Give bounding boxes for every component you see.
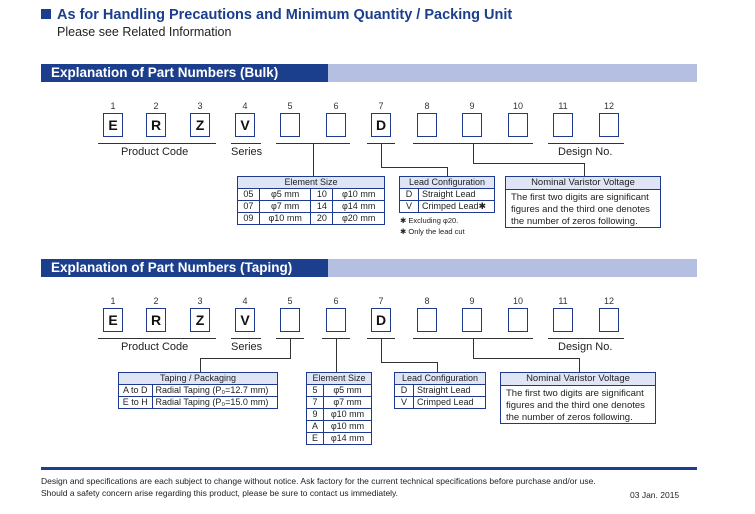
- table-row: [395, 397, 486, 409]
- voltage-connector: [473, 163, 585, 164]
- part-char-box: [462, 113, 482, 137]
- bulk-section-band: [41, 64, 697, 82]
- bulk-element-size-table: [237, 176, 385, 225]
- part-char-box: R: [146, 113, 166, 137]
- position-number: 2: [153, 296, 159, 306]
- part-char-box: V: [235, 113, 255, 137]
- part-char-box: [280, 113, 300, 137]
- table-cell: A to D: [119, 385, 153, 397]
- table-header: Lead Configuration: [395, 373, 486, 385]
- footer-disclaimer: Design and specifications are each subject to change without notice. Ask factory for the current technical specifications before purchase and/or use.: [41, 476, 596, 486]
- position-number: 12: [603, 101, 614, 111]
- part-char-box: [280, 308, 300, 332]
- table-cell: Radial Taping (P₀=12.7 mm): [152, 385, 278, 397]
- table-cell: D: [395, 385, 414, 397]
- position-number: 3: [197, 101, 203, 111]
- part-char-box: R: [146, 308, 166, 332]
- part-char-box: V: [235, 308, 255, 332]
- table-cell: φ7 mm: [259, 201, 311, 213]
- voltage-connector: [473, 143, 474, 163]
- voltage-connector: [473, 358, 580, 359]
- part-char-box: D: [371, 113, 391, 137]
- series-label: Series: [231, 341, 263, 353]
- table-header: Element Size: [307, 373, 372, 385]
- position-number: 5: [287, 296, 293, 306]
- part-char-box: [553, 113, 573, 137]
- table-header: Element Size: [238, 177, 385, 189]
- table-cell: V: [400, 201, 419, 213]
- table-cell: φ5 mm: [259, 189, 311, 201]
- table-cell: Crimped Lead✱: [419, 201, 495, 213]
- position-number: 6: [333, 296, 339, 306]
- position-number: 10: [512, 101, 523, 111]
- table-cell: 5: [307, 385, 324, 397]
- part-char-box: D: [371, 308, 391, 332]
- position-number: 3: [197, 296, 203, 306]
- table-cell: E to H: [119, 397, 153, 409]
- bulk-voltage-box: [505, 176, 661, 228]
- series-bracket: [231, 338, 261, 339]
- position-number: 8: [424, 101, 430, 111]
- taping-connector: [200, 358, 291, 359]
- table-cell: 9: [307, 409, 324, 421]
- footer-rule: [41, 467, 697, 470]
- taping-packaging-table: [118, 372, 278, 409]
- table-cell: 05: [238, 189, 260, 201]
- related-info-text: Please see Related Information: [57, 25, 232, 39]
- part-char-box: Z: [190, 113, 210, 137]
- table-cell: φ10 mm: [324, 421, 372, 433]
- product-code-label: Product Code: [121, 341, 189, 353]
- table-cell: φ10 mm: [333, 189, 385, 201]
- table-row: [307, 385, 372, 397]
- taping-lead-config-table: [394, 372, 486, 409]
- lead-config-connector: [381, 143, 382, 167]
- table-row: [119, 397, 278, 409]
- position-number: 9: [469, 296, 475, 306]
- table-cell: φ14 mm: [324, 433, 372, 445]
- table-row: [400, 189, 495, 201]
- taping-section-title: Explanation of Part Numbers (Taping): [51, 260, 293, 275]
- table-row: [307, 421, 372, 433]
- part-char-box: E: [103, 113, 123, 137]
- table-cell: V: [395, 397, 414, 409]
- table-row: [307, 433, 372, 445]
- position-number: 9: [469, 101, 475, 111]
- lead-config-connector: [381, 338, 382, 362]
- part-char-box: [599, 308, 619, 332]
- table-cell: E: [307, 433, 324, 445]
- position-number: 4: [242, 101, 248, 111]
- square-bullet-icon: [41, 9, 51, 19]
- table-cell: φ10 mm: [324, 409, 372, 421]
- voltage-connector: [579, 358, 580, 372]
- part-char-box: [326, 113, 346, 137]
- position-number: 2: [153, 101, 159, 111]
- position-number: 1: [110, 101, 116, 111]
- part-char-box: [553, 308, 573, 332]
- position-number: 4: [242, 296, 248, 306]
- table-row: [395, 385, 486, 397]
- lead-note: ✱ Excluding φ20.: [400, 216, 459, 225]
- table-row: [307, 397, 372, 409]
- lead-config-connector: [381, 362, 438, 363]
- part-char-box: [508, 113, 528, 137]
- position-number: 7: [378, 101, 384, 111]
- voltage-description: The first two digits are significant figures and the third one denotes the number of zeros following.: [506, 388, 645, 423]
- part-char-box: [599, 113, 619, 137]
- series-label: Series: [231, 146, 263, 158]
- part-char-box: [326, 308, 346, 332]
- table-cell: φ20 mm: [333, 213, 385, 225]
- position-number: 7: [378, 296, 384, 306]
- table-cell: 14: [311, 201, 333, 213]
- table-cell: Radial Taping (P₀=15.0 mm): [152, 397, 278, 409]
- table-cell: Straight Lead: [414, 385, 486, 397]
- table-row: [238, 201, 385, 213]
- position-number: 11: [558, 101, 568, 111]
- voltage-connector: [584, 163, 585, 176]
- series-bracket: [231, 143, 261, 144]
- table-cell: D: [400, 189, 419, 201]
- position-number: 11: [558, 296, 568, 306]
- design-no-bracket: [548, 338, 624, 339]
- part-char-box: [508, 308, 528, 332]
- table-cell: 20: [311, 213, 333, 225]
- product-code-bracket: [98, 338, 216, 339]
- footer-safety-note: Should a safety concern arise regarding this product, please be sure to contact us immediately.: [41, 488, 399, 498]
- position-number: 5: [287, 101, 293, 111]
- voltage-connector: [473, 338, 474, 358]
- table-cell: φ7 mm: [324, 397, 372, 409]
- page-title: [41, 7, 512, 23]
- product-code-bracket: [98, 143, 216, 144]
- position-number: 10: [512, 296, 523, 306]
- position-number: 8: [424, 296, 430, 306]
- taping-voltage-box: [500, 372, 656, 424]
- table-cell: A: [307, 421, 324, 433]
- lead-note: ✱ Only the lead cut: [400, 227, 465, 236]
- table-cell: Crimped Lead: [414, 397, 486, 409]
- table-row: [238, 213, 385, 225]
- part-char-box: E: [103, 308, 123, 332]
- page-title-text: As for Handling Precautions and Minimum Quantity / Packing Unit: [57, 7, 513, 23]
- table-cell: 10: [311, 189, 333, 201]
- position-number: 6: [333, 101, 339, 111]
- table-cell: 7: [307, 397, 324, 409]
- position-number: 1: [110, 296, 116, 306]
- design-no-bracket: [548, 143, 624, 144]
- table-row: [238, 189, 385, 201]
- design-no-label: Design No.: [558, 146, 613, 158]
- taping-section-band: [41, 259, 697, 277]
- part-char-box: [462, 308, 482, 332]
- table-row: [400, 201, 495, 213]
- bulk-lead-config-table: [399, 176, 495, 213]
- part-char-box: [417, 113, 437, 137]
- table-cell: 07: [238, 201, 260, 213]
- element-size-connector: [313, 143, 314, 176]
- table-header: Taping / Packaging: [119, 373, 278, 385]
- table-cell: φ5 mm: [324, 385, 372, 397]
- design-no-label: Design No.: [558, 341, 613, 353]
- product-code-label: Product Code: [121, 146, 189, 158]
- voltage-description: The first two digits are significant figures and the third one denotes the number of zeros following.: [511, 192, 650, 227]
- element-size-connector: [336, 338, 337, 372]
- voltage-header: Nominal Varistor Voltage: [501, 373, 655, 386]
- table-cell: 09: [238, 213, 260, 225]
- table-cell: φ10 mm: [259, 213, 311, 225]
- position-number: 12: [603, 296, 614, 306]
- part-char-box: [417, 308, 437, 332]
- lead-config-connector: [447, 167, 448, 176]
- table-row: [307, 409, 372, 421]
- voltage-header: Nominal Varistor Voltage: [506, 177, 660, 190]
- table-cell: φ14 mm: [333, 201, 385, 213]
- bulk-section-title: Explanation of Part Numbers (Bulk): [51, 65, 279, 80]
- table-header: Lead Configuration: [400, 177, 495, 189]
- revision-date: 03 Jan. 2015: [630, 490, 680, 500]
- part-char-box: Z: [190, 308, 210, 332]
- table-row: [119, 385, 278, 397]
- table-cell: Straight Lead: [419, 189, 495, 201]
- taping-element-size-table: [306, 372, 372, 445]
- lead-config-connector: [437, 362, 438, 372]
- taping-connector: [290, 338, 291, 358]
- taping-connector: [200, 358, 201, 372]
- lead-config-connector: [381, 167, 448, 168]
